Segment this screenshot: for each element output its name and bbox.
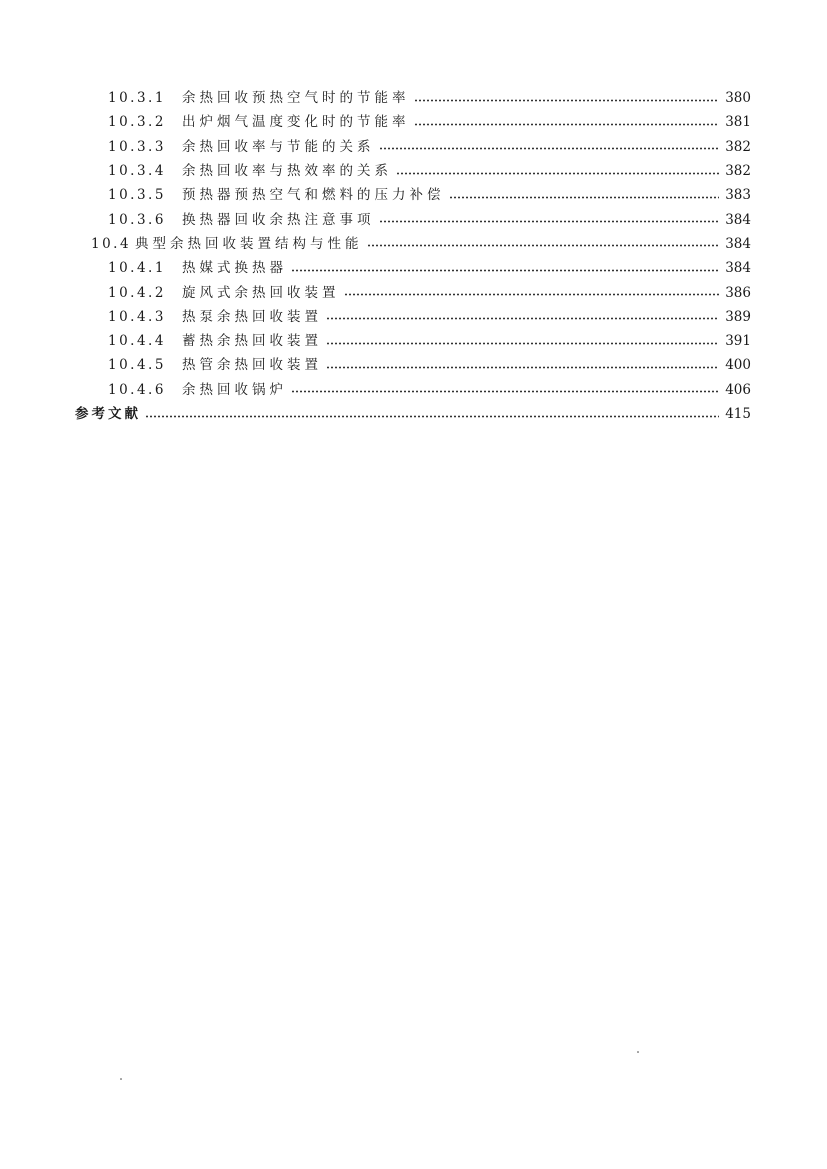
- dot-leader: [367, 244, 720, 247]
- section-number: 10.3.5: [108, 187, 166, 204]
- section-title: 换热器回收余热注意事项: [182, 211, 375, 228]
- toc-entry[interactable]: [0, 353, 827, 377]
- dot-leader: [414, 99, 720, 102]
- scan-speck: [637, 1051, 639, 1053]
- section-title: 典型余热回收装置结构与性能: [135, 235, 363, 252]
- section-title: 蓄热余热回收装置: [182, 333, 322, 350]
- section-number: 10.4: [91, 235, 132, 252]
- page-number: 383: [725, 187, 751, 204]
- section-title: 余热回收率与热效率的关系: [182, 163, 392, 180]
- toc-entry[interactable]: [0, 159, 827, 183]
- toc-entry[interactable]: [0, 110, 827, 134]
- toc-entry-references[interactable]: [0, 402, 827, 426]
- section-number: 10.4.2: [108, 284, 166, 301]
- page-number: 400: [725, 357, 751, 374]
- page-number: 406: [725, 381, 751, 398]
- scan-speck: [120, 1078, 122, 1080]
- toc-entry[interactable]: [0, 329, 827, 353]
- section-title: 余热回收预热空气时的节能率: [182, 90, 410, 107]
- section-number: 10.3.1: [108, 90, 166, 107]
- dot-leader: [379, 147, 720, 150]
- page-number: 386: [725, 284, 751, 301]
- section-title: 余热回收锅炉: [182, 381, 287, 398]
- toc-entry[interactable]: [0, 256, 827, 280]
- section-title: 热管余热回收装置: [182, 357, 322, 374]
- page-number: 382: [725, 138, 751, 155]
- dot-leader: [344, 293, 720, 296]
- page-number: 380: [725, 90, 751, 107]
- section-title: 出炉烟气温度变化时的节能率: [182, 114, 410, 131]
- section-number: 10.3.3: [108, 138, 166, 155]
- references-title: 参考文献: [75, 406, 141, 422]
- section-title: 旋风式余热回收装置: [182, 284, 340, 301]
- section-number: 10.4.3: [108, 308, 166, 325]
- section-title: 预热器预热空气和燃料的压力补偿: [182, 187, 445, 204]
- section-number: 10.4.5: [108, 357, 166, 374]
- dot-leader: [145, 415, 719, 418]
- page-number: 384: [725, 260, 751, 277]
- dot-leader: [291, 390, 719, 393]
- section-number: 10.4.6: [108, 381, 166, 398]
- dot-leader: [326, 342, 719, 345]
- table-of-contents: [0, 86, 827, 426]
- toc-entry[interactable]: [0, 207, 827, 231]
- toc-entry[interactable]: [0, 280, 827, 304]
- page-number: 382: [725, 163, 751, 180]
- page-number: 381: [725, 114, 751, 131]
- section-title: 余热回收率与节能的关系: [182, 138, 375, 155]
- page-number: 389: [725, 308, 751, 325]
- dot-leader: [326, 317, 719, 320]
- toc-entry[interactable]: [0, 86, 827, 110]
- section-number: 10.4.1: [108, 260, 166, 277]
- section-title: 热媒式换热器: [182, 260, 287, 277]
- section-number: 10.3.2: [108, 114, 166, 131]
- page-number: 415: [725, 406, 751, 422]
- toc-entry[interactable]: [0, 378, 827, 402]
- dot-leader: [414, 123, 720, 126]
- page-number: 384: [725, 211, 751, 228]
- dot-leader: [379, 220, 720, 223]
- dot-leader: [449, 196, 720, 199]
- page-number: 391: [725, 333, 751, 350]
- section-title: 热泵余热回收装置: [182, 308, 322, 325]
- toc-entry[interactable]: [0, 183, 827, 207]
- dot-leader: [291, 269, 719, 272]
- toc-entry[interactable]: [0, 305, 827, 329]
- section-number: 10.4.4: [108, 333, 166, 350]
- toc-entry[interactable]: [0, 232, 827, 256]
- page-number: 384: [725, 235, 751, 252]
- dot-leader: [396, 172, 719, 175]
- section-number: 10.3.4: [108, 163, 166, 180]
- section-number: 10.3.6: [108, 211, 166, 228]
- toc-entry[interactable]: [0, 135, 827, 159]
- dot-leader: [326, 366, 719, 369]
